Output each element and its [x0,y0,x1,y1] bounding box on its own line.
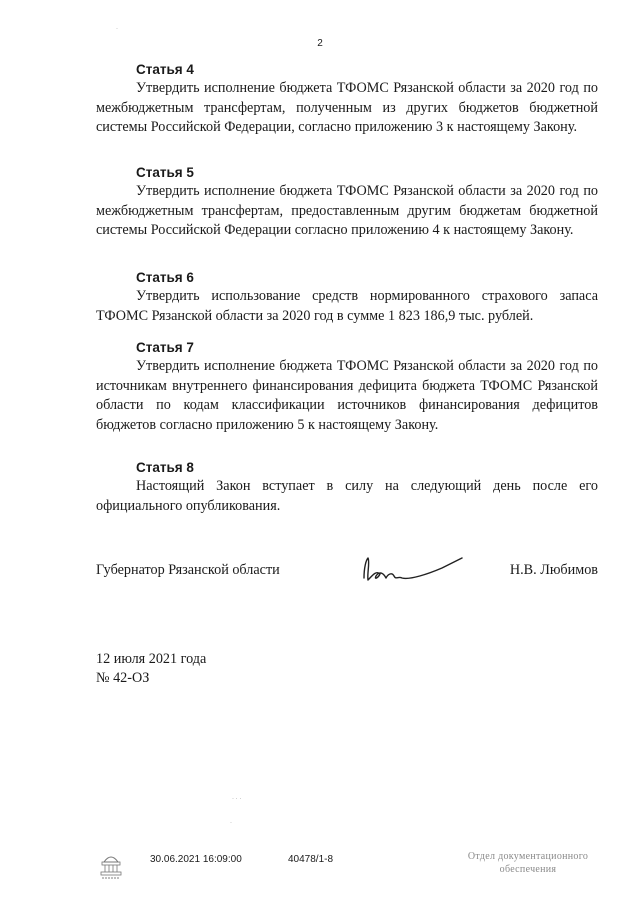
article-text: Настоящий Закон вступает в силу на следующий день после его официального опубликования. [96,478,598,514]
department-stamp-line: Отдел документационного [467,851,589,862]
page-number: 2 [317,38,323,49]
scan-speck: · [230,820,232,826]
footer-stamp [0,848,640,888]
department-stamp [448,850,608,876]
handwritten-signature [358,554,468,590]
scan-speck: · · · [232,796,242,802]
law-number: № 42-ОЗ [96,670,150,686]
article-8 [96,458,598,516]
duma-emblem-icon [98,850,124,880]
department-stamp-line: обеспечения [499,864,557,875]
article-title: Статья 6 [136,270,194,285]
article-text: Утвердить исполнение бюджета ТФОМС Рязанской области за 2020 год по межбюджетным трансфертам, полученным из других бюджетов бюджетной системы Российской Федерации, согласно приложению 3 к настоящему Закону. [96,80,598,135]
article-6 [96,268,598,326]
article-title: Статья 4 [136,62,194,77]
article-title: Статья 7 [136,340,194,355]
signature-row [96,562,598,586]
article-text: Утвердить исполнение бюджета ТФОМС Рязанской области за 2020 год по источникам внутреннего финансирования дефицита бюджета ТФОМС Рязанской области по кодам классификации источников финансирования дефицитов бюджетов согласно приложению 5 к настоящему Закону. [96,358,598,433]
signatory-name: Н.В. Любимов [509,562,598,578]
article-5 [96,163,598,241]
stamp-datetime: 30.06.2021 16:09:00 [150,854,242,865]
article-4 [96,60,598,138]
article-7 [96,338,598,435]
law-date: 12 июля 2021 года [96,651,207,667]
signatory-position: Губернатор Рязанской области [96,562,280,578]
article-text: Утвердить использование средств нормированного страхового запаса ТФОМС Рязанской области за 2020 год в сумме 1 823 186,9 тыс. рублей. [96,288,598,324]
article-title: Статья 8 [136,460,194,475]
stamp-reg-number: 40478/1-8 [288,854,334,865]
article-text: Утвердить исполнение бюджета ТФОМС Рязанской области за 2020 год по межбюджетным трансфертам, предоставленным другим бюджетам бюджетной системы Российской Федерации согласно приложению 4 к настоящему Закону. [96,183,598,238]
article-title: Статья 5 [136,165,194,180]
law-date-block [96,650,206,688]
scan-speck: · [116,26,118,32]
